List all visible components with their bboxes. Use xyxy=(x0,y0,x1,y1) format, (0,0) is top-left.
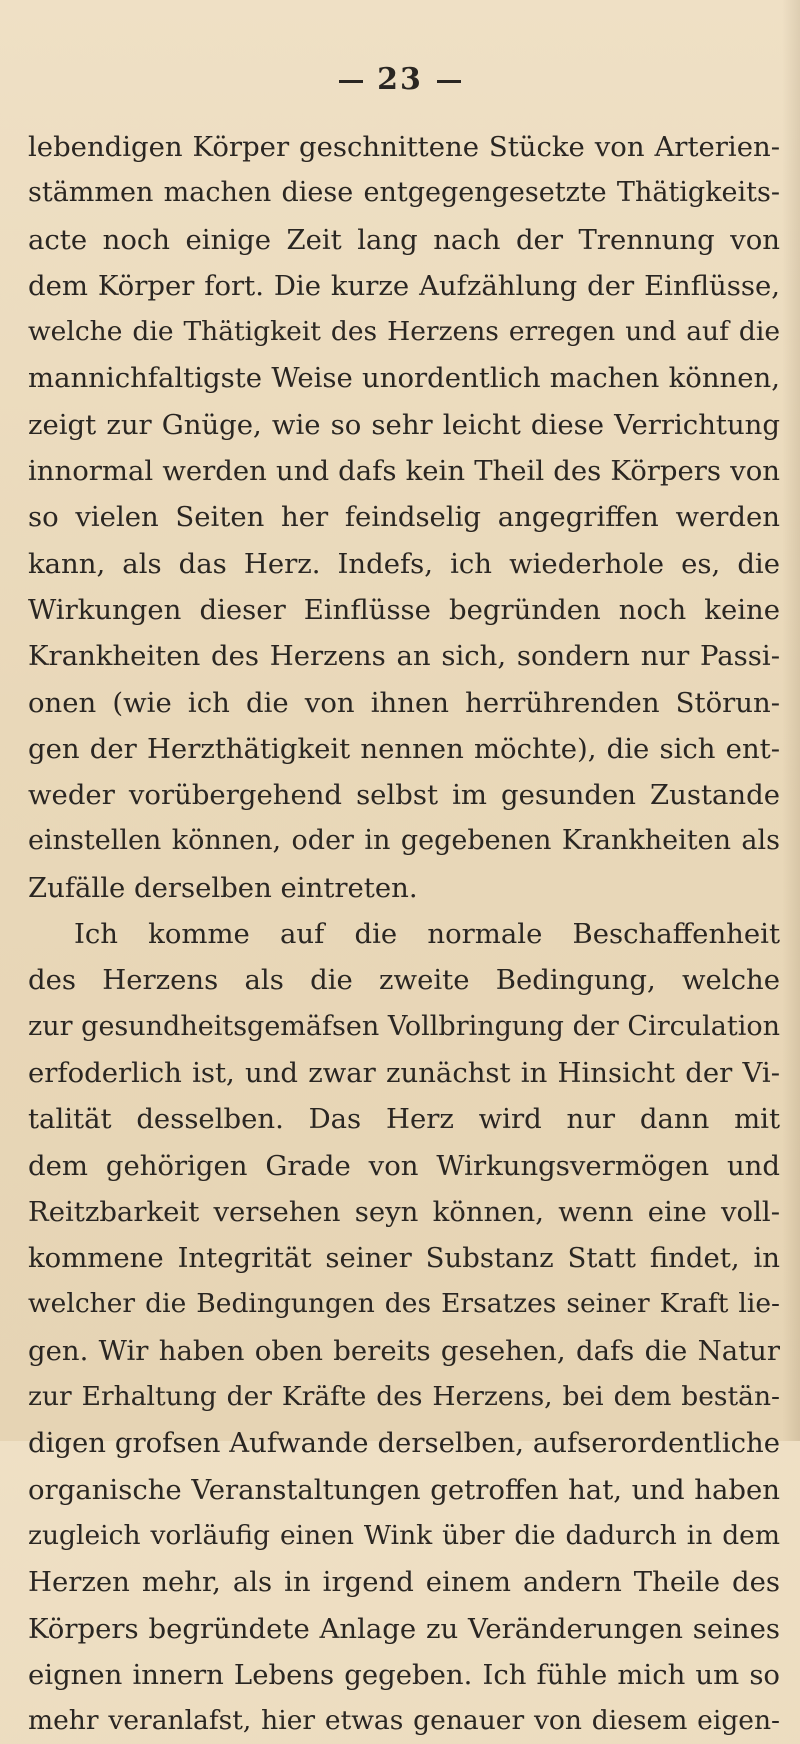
text-line: weder vorübergehend selbst im gesunden Zustande xyxy=(28,779,780,812)
text-line: dem Körper fort. Die kurze Aufzählung der Einflüsse, xyxy=(28,269,780,302)
text-line: gen der Herzthätigkeit nennen möchte), die sich ent- xyxy=(28,732,780,765)
text-line: gen. Wir haben oben bereits gesehen, dafs die Natur xyxy=(28,1334,780,1367)
text-line: so vielen Seiten her feindselig angegriffen werden xyxy=(28,501,780,534)
text-line: erfoderlich ist, und zwar zunächst in Hinsicht der Vi- xyxy=(28,1056,780,1089)
page-edge-shadow xyxy=(782,0,800,1441)
paragraph-start-line: Ich komme auf die normale Beschaffenheit xyxy=(74,918,780,951)
header-dash-right xyxy=(437,80,461,83)
text-line: zugleich vorläufig einen Wink über die dadurch in dem xyxy=(28,1519,780,1551)
text-line: onen (wie ich die von ihnen herrührenden Störun- xyxy=(28,686,780,719)
paragraph-end-line: Zufälle derselben eintreten. xyxy=(28,871,418,904)
body-text xyxy=(28,124,780,1744)
text-line: kommene Integrität seiner Substanz Statt findet, in xyxy=(28,1242,780,1275)
text-line: welche die Thätigkeit des Herzens erregen und auf die xyxy=(28,316,780,348)
text-line: Körpers begründete Anlage zu Veränderungen seines xyxy=(28,1612,780,1645)
text-line: digen grofsen Aufwande derselben, aufserordentliche xyxy=(28,1427,780,1460)
text-line: organische Veranstaltungen getroffen hat, und haben xyxy=(28,1473,780,1506)
text-line: mehr veranlafst, hier etwas genauer von diesem eigen- xyxy=(28,1705,780,1737)
page-number: 23 xyxy=(377,62,423,97)
text-line: lebendigen Körper geschnittene Stücke von Arterien- xyxy=(28,131,780,163)
text-line: einstellen können, oder in gegebenen Krankheiten als xyxy=(28,825,780,857)
text-line: kann, als das Herz. Indefs, ich wiederhole es, die xyxy=(28,547,780,580)
page-header xyxy=(0,62,800,97)
text-line: Reitzbarkeit versehen seyn können, wenn eine voll- xyxy=(28,1195,780,1228)
text-line: zur gesundheitsgemäfsen Vollbringung der Circulation xyxy=(28,1010,780,1042)
text-line: Wirkungen dieser Einflüsse begründen noch keine xyxy=(28,593,780,626)
text-line: Herzen mehr, als in irgend einem andern Theile des xyxy=(28,1566,780,1599)
text-line: innormal werden und dafs kein Theil des Körpers von xyxy=(28,455,780,488)
text-line: acte noch einige Zeit lang nach der Trennung von xyxy=(28,223,780,256)
text-line: mannichfaltigste Weise unordentlich machen können, xyxy=(28,362,780,395)
text-line: zeigt zur Gnüge, wie so sehr leicht diese Verrichtung xyxy=(28,408,780,441)
text-line: welcher die Bedingungen des Ersatzes seiner Kraft lie- xyxy=(28,1288,780,1320)
text-line: Krankheiten des Herzens an sich, sondern nur Passi- xyxy=(28,640,780,673)
text-line: talität desselben. Das Herz wird nur dann mit xyxy=(28,1103,780,1136)
text-line: zur Erhaltung der Kräfte des Herzens, bei dem bestän- xyxy=(28,1381,780,1413)
text-line: des Herzens als die zweite Bedingung, welche xyxy=(28,964,780,997)
header-dash-left xyxy=(339,80,363,83)
text-line: eignen innern Lebens gegeben. Ich fühle mich um so xyxy=(28,1658,780,1691)
text-line: dem gehörigen Grade von Wirkungsvermögen und xyxy=(28,1149,780,1182)
text-line: stämmen machen diese entgegengesetzte Thätigkeits- xyxy=(28,177,780,209)
